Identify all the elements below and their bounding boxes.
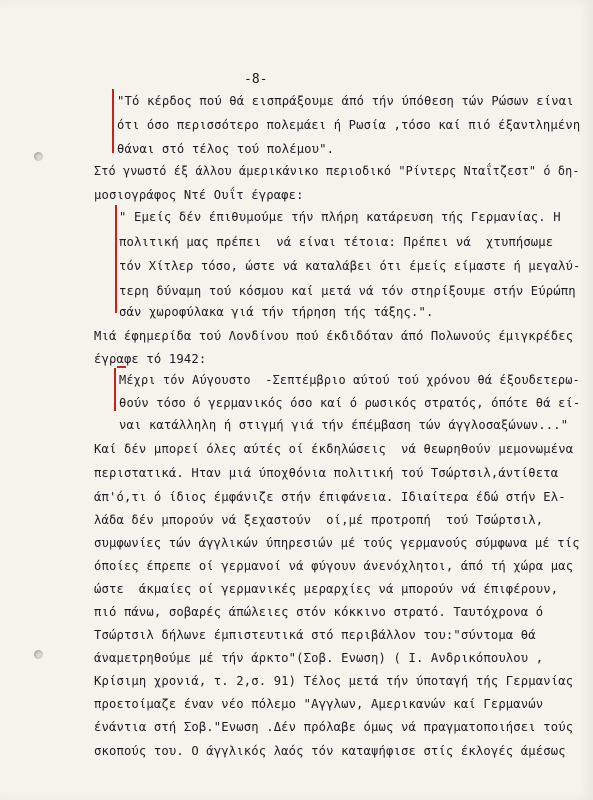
text-line: πιό πάνω, σοβαρές άπώλειες στόν κόκκινο στρατό. Ταυτόχρονα ό [94, 605, 544, 619]
text-line: σκοπούς του. Ο άγγλικός λαός τόν καταψήφισε στίς έκλογές άμέσως [94, 744, 566, 758]
text-line: όποίες έπρεπε οί γερμανοί νά φύγουν άνενόχλητοι, άπό τή χώρα μας [94, 559, 574, 573]
quote-marker-1 [112, 89, 114, 153]
text-line: θούν τόσο ό γερμανικός όσο καί ό ρωσικός στρατός, όπότε θά εί- [119, 396, 581, 410]
text-line: πολιτική μας πρέπει νά είναι τέτοια: Πρέπει νά χτυπήσωμε [119, 235, 554, 249]
binder-hole-top [34, 152, 43, 161]
quote-marker-3 [114, 368, 116, 411]
text-line: προετοίμαζε έναν νέο πόλεμο "Αγγλων, Αμερικανών καί Γερμανών [94, 697, 544, 711]
text-line: " Εμείς δέν έπιθυμούμε τήν πλήρη κατάρευση τής Γερμανίας. Η [119, 210, 561, 224]
text-line: άναμετρηθούμε μέ τήν άρκτο"(Σοβ. Ενωση) ( Ι. Ανδρικόπουλου , [94, 651, 544, 665]
text-line: θάναι στό τέλος τού πολέμου". [117, 142, 335, 156]
text-line: Καί δέν μπορεί όλες αύτές οί έκδηλώσεις νά θεωρηθούν μεμονωμένα [94, 442, 574, 456]
text-line: ώστε άκμαίες οί γερμανικές μεραρχίες νά μπορούν νά έπιφέρουν, [94, 582, 559, 596]
quote-marker-2 [115, 205, 117, 313]
text-line: ότι όσο περισσότερο πολεμάει ή Ρωσία ,τόσο καί πιό έξαντλημένη [117, 118, 581, 132]
text-line: Τσώρτσιλ δήλωνε έμπιστευτικά στό περιβάλλον του:"σύντομα θά [94, 628, 536, 642]
text-line: συμφωνίες τών άγγλικών ύπηρεσιών μέ τούς γερμανούς σύμφωνα μέ τίς [94, 536, 580, 550]
text-line: περιστατικά. Ηταν μιά ύποχθόνια πολιτική τού Τσώρτσιλ,άντίθετα [94, 466, 559, 480]
binder-hole-bottom [34, 650, 43, 659]
text-line: τερη δύναμη τού κόσμου καί μετά νά τόν στηρίξουμε στήν Εύρώπη [119, 284, 576, 298]
text-line: ένάντια στή Σοβ."Ενωση .Δέν πρόλαβε όμως νά πραγματοποιήσει τούς [94, 720, 574, 734]
text-line: "Τό κέρδος πού θά εισπράξουμε άπό τήν ύπόθεση τών Ρώσων είναι [117, 94, 574, 108]
quote-marker-3-tick [117, 366, 126, 368]
text-line: σάν χωροφύλακα γιά τήν τήρηση τής τάξης.". [119, 305, 434, 319]
text-line: άπ'ό,τι ό ίδιος έμφάνιζε στήν έπιφάνεια. Ιδιαίτερα έδώ στήν Ελ- [94, 490, 566, 504]
text-line: λάδα δέν μπορούν νά ξεχαστούν οί,μέ προτροπή τού Τσώρτσιλ, [94, 513, 544, 527]
text-line: Μιά έφημερίδα τού Λονδίνου πού έκδιδόταν άπό Πολωνούς έμιγκρέδες [94, 329, 574, 343]
page-number: -8- [244, 72, 268, 87]
text-line: ναι κατάλληλη ή στιγμή γιά τήν έπέμβαση τών άγγλοσαξώνων..." [119, 418, 569, 432]
text-line: Μέχρι τόν Αύγουστο -Σεπτέμβριο αύτού τού χρόνου θά έξουδετερω- [119, 373, 580, 387]
text-line: μοσιογράφος Ντέ Ουΐτ έγραφε: [94, 188, 304, 202]
text-line: Στό γνωστό έξ άλλου άμερικάνικο περιοδικό "Ρίντερς Νταΐτζεστ" ό δη- [94, 164, 580, 178]
text-line: έγραφε τό 1942: [94, 352, 207, 366]
text-line: Κρίσιμη χρονιά, τ. 2,σ. 91) Τέλος μετά τήν ύποταγή τής Γερμανίας [94, 674, 574, 688]
text-line: τόν Χίτλερ τόσο, ώστε νά καταλάβει ότι έμείς είμαστε ή μεγαλύ- [119, 259, 581, 273]
